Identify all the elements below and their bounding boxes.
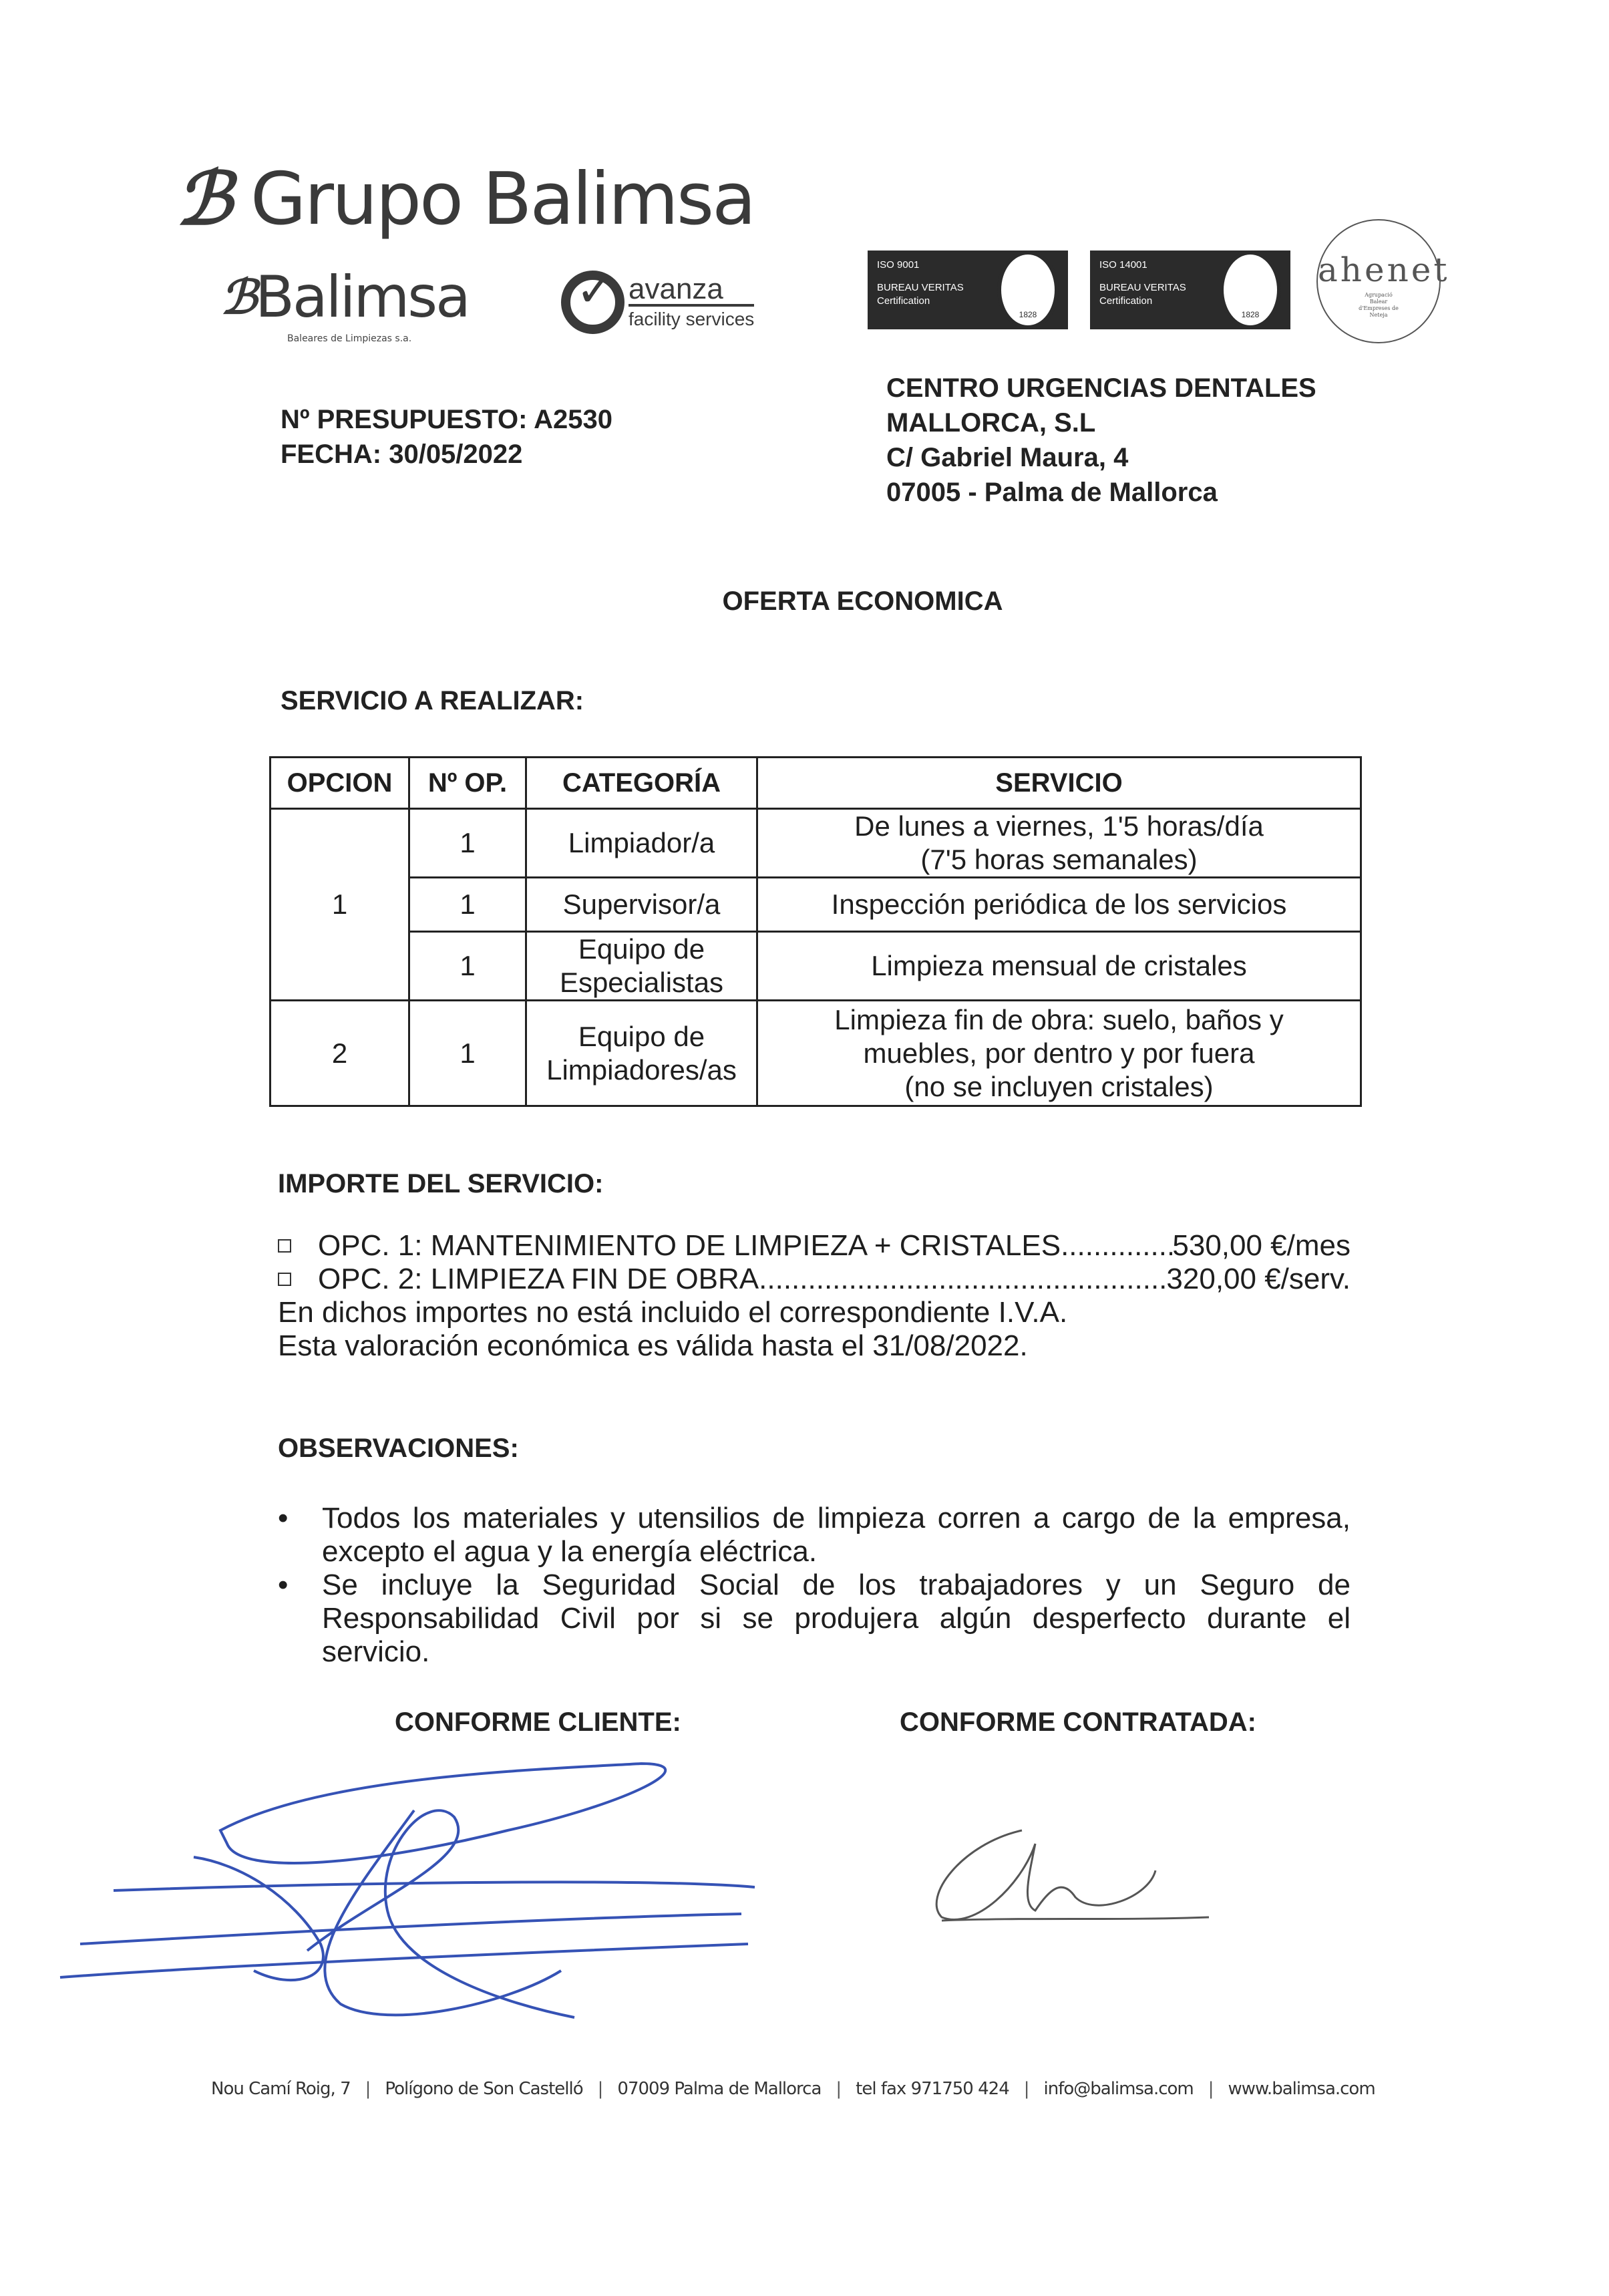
list-item: • Todos los materiales y utensilios de limpieza corren a cargo de la empresa, excepto el agua y la energía eléctrica.	[278, 1502, 1351, 1569]
service-cell: Inspección periódica de los servicios	[757, 878, 1361, 932]
num-cell: 1	[409, 809, 526, 878]
validity-note: Esta valoración económica es válida hasta el 31/08/2022.	[278, 1329, 1028, 1362]
service-cell: De lunes a viernes, 1'5 horas/día (7'5 horas semanales)	[757, 809, 1361, 878]
service-cell: Limpieza fin de obra: suelo, baños y muebles, por dentro y por fuera (no se incluyen cristales)	[757, 1001, 1361, 1106]
cert-issuer: BUREAU VERITAS	[877, 282, 964, 293]
quote-info	[281, 402, 612, 472]
quote-date: FECHA: 30/05/2022	[281, 440, 523, 469]
cert-standard: ISO 9001	[877, 259, 920, 271]
category-cell: Equipo de Especialistas	[526, 932, 757, 1001]
association-name: ahenet	[1318, 251, 1450, 289]
ahenet-logo	[1316, 219, 1450, 343]
service-cell: Limpieza mensual de cristales	[757, 932, 1361, 1001]
list-item: • Se incluye la Seguridad Social de los trabajadores y un Seguro de Responsabilidad Civil por si se produjera algún desperfecto durante el servicio.	[278, 1569, 1351, 1669]
price-option-2: OPC. 2: LIMPIEZA FIN DE OBRA ..... 320,00 €/serv.	[278, 1263, 1351, 1296]
balimsa-b-icon: ℬ	[220, 269, 256, 325]
client-line: C/ Gabriel Maura, 4	[886, 443, 1129, 472]
category-cell: Equipo de Limpiadores/as	[526, 1001, 757, 1106]
table-header-row	[271, 758, 1361, 809]
category-cell: Supervisor/a	[526, 878, 757, 932]
pricing-block	[278, 1229, 1351, 1363]
client-signature	[40, 1750, 775, 2031]
iso-14001-badge	[1090, 251, 1290, 329]
footer-address: Nou Camí Roig, 7	[211, 2079, 351, 2099]
client-line: MALLORCA, S.L	[886, 408, 1096, 438]
checkbox-icon	[278, 1273, 291, 1286]
column-header: CATEGORÍA	[526, 758, 757, 809]
option-cell: 2	[271, 1001, 409, 1106]
table-row	[271, 809, 1361, 878]
partner-name: avanza	[629, 273, 723, 306]
option-cell: 1	[271, 809, 409, 1001]
price-option-1: OPC. 1: MANTENIMIENTO DE LIMPIEZA + CRISTALES ..... 530,00 €/mes	[278, 1229, 1351, 1263]
table-row	[271, 932, 1361, 1001]
footer-email: info@balimsa.com	[1043, 2079, 1194, 2099]
pricing-heading: IMPORTE DEL SERVICIO:	[278, 1169, 604, 1198]
company-name: Balimsa	[255, 264, 469, 331]
table-row	[271, 878, 1361, 932]
group-name: Grupo Balimsa	[250, 157, 755, 241]
client-line: 07005 - Palma de Mallorca	[886, 478, 1218, 507]
observations-list	[278, 1502, 1351, 1669]
company-subtitle: Baleares de Limpiezas s.a.	[287, 333, 412, 344]
bureau-veritas-seal-icon: 1828	[1220, 251, 1281, 329]
client-signature-label: CONFORME CLIENTE:	[395, 1707, 681, 1737]
bureau-veritas-seal-icon: 1828	[997, 251, 1059, 329]
category-cell: Limpiador/a	[526, 809, 757, 878]
balimsa-b-icon: ℬ	[176, 157, 230, 241]
client-address	[886, 371, 1316, 510]
vat-note: En dichos importes no está incluido el correspondiente I.V.A.	[278, 1296, 1068, 1329]
footer-phone: tel fax 971750 424	[856, 2079, 1009, 2099]
num-cell: 1	[409, 932, 526, 1001]
cert-issuer: BUREAU VERITAS	[1099, 282, 1186, 293]
balimsa-logo	[220, 264, 469, 344]
column-header: OPCION	[271, 758, 409, 809]
partner-subtitle: facility services	[629, 304, 754, 330]
association-subtitle: Agrupació Balear d'Empreses de Neteja	[1359, 292, 1399, 318]
quote-number: Nº PRESUPUESTO: A2530	[281, 405, 612, 434]
footer-area: Polígono de Son Castelló	[385, 2079, 583, 2099]
num-cell: 1	[409, 1001, 526, 1106]
contractor-signature-label: CONFORME CONTRATADA:	[900, 1707, 1257, 1737]
footer: Nou Camí Roig, 7 | Polígono de Son Castelló | 07009 Palma de Mallorca | tel fax 971750 424 | info@balimsa.com | www.balimsa.com	[211, 2079, 1375, 2099]
service-heading: SERVICIO A REALIZAR:	[281, 686, 584, 715]
table-row	[271, 1001, 1361, 1106]
service-table	[269, 756, 1362, 1107]
num-cell: 1	[409, 878, 526, 932]
footer-website: www.balimsa.com	[1228, 2079, 1375, 2099]
column-header: Nº OP.	[409, 758, 526, 809]
page-title: OFERTA ECONOMICA	[722, 587, 1003, 616]
cert-type: Certification	[1099, 295, 1153, 307]
observations-heading: OBSERVACIONES:	[278, 1434, 519, 1463]
avanza-logo	[561, 264, 755, 334]
column-header: SERVICIO	[757, 758, 1361, 809]
grupo-balimsa-logo	[176, 157, 754, 241]
contractor-signature	[922, 1804, 1229, 1937]
cert-standard: ISO 14001	[1099, 259, 1147, 271]
checkbox-icon	[278, 1239, 291, 1253]
cert-type: Certification	[877, 295, 930, 307]
iso-9001-badge	[868, 251, 1068, 329]
footer-city: 07009 Palma de Mallorca	[617, 2079, 822, 2099]
checkmark-icon: ✓	[561, 271, 624, 334]
client-line: CENTRO URGENCIAS DENTALES	[886, 373, 1316, 403]
